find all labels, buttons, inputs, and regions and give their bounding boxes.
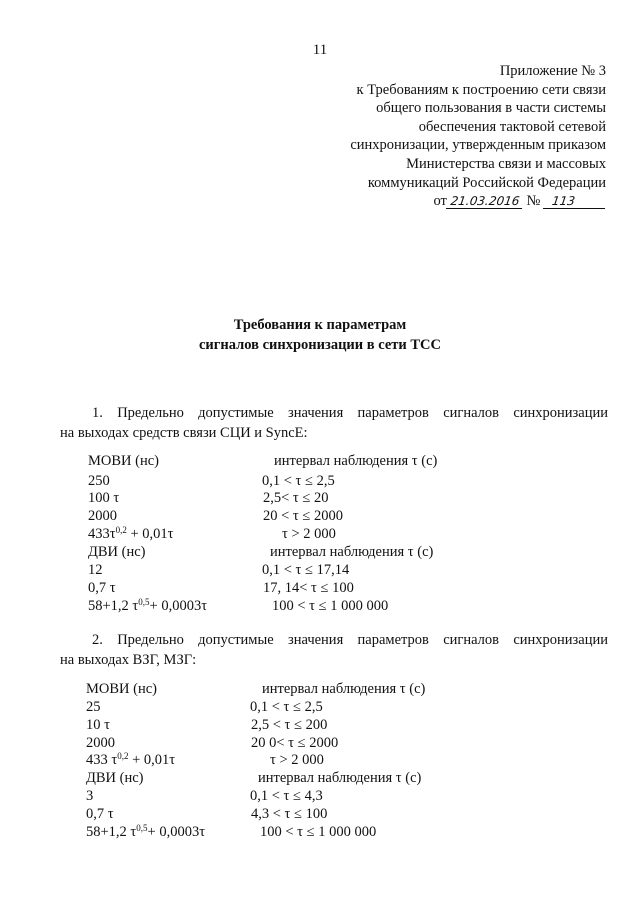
value-cell: 12 [88, 562, 103, 578]
date-prefix: от [433, 193, 447, 210]
value-tail: + 0,01τ [126, 526, 174, 542]
value-exponent: 0,5 [136, 823, 148, 833]
section1-intro-line1: 1. Предельно допустимые значения параметров сигналов синхронизации [92, 405, 608, 421]
value-cell: 0,7 τ [88, 580, 116, 596]
handwritten-order-number: 113 [543, 194, 607, 209]
interval-cell: 0,1 < τ ≤ 2,5 [262, 473, 335, 489]
interval-cell: 2,5< τ ≤ 20 [263, 490, 329, 506]
value-base: 433τ [88, 526, 116, 542]
interval-cell: τ > 2 000 [270, 752, 324, 768]
value-tail: + 0,01τ [128, 752, 176, 768]
value-cell: 2000 [88, 508, 117, 524]
value-cell: 25 [86, 699, 101, 715]
interval-cell: интервал наблюдения τ (с) [258, 770, 422, 786]
value-cell: 250 [88, 473, 110, 489]
interval-cell: τ > 2 000 [282, 526, 336, 542]
appendix-title: Приложение № 3 [499, 63, 606, 79]
value-base: 58+1,2 τ [88, 598, 139, 614]
page-number: 11 [312, 42, 328, 58]
interval-cell: интервал наблюдения τ (с) [274, 453, 438, 469]
value-cell: 3 [86, 788, 94, 804]
interval-cell: 20 < τ ≤ 2000 [263, 508, 343, 524]
value-cell: МОВИ (нс) [88, 453, 159, 469]
interval-cell: 2,5 < τ ≤ 200 [251, 717, 328, 733]
interval-cell: интервал наблюдения τ (с) [262, 681, 426, 697]
value-exponent: 0,2 [117, 751, 129, 761]
handwritten-date: 21.03.2016 [446, 194, 524, 209]
order-date-line [330, 192, 606, 211]
interval-cell: 20 0< τ ≤ 2000 [251, 735, 339, 751]
appendix-line: к Требованиям к построению сети связи [356, 81, 606, 98]
appendix-line: синхронизации, утвержденным приказом [350, 137, 606, 154]
section2-intro-line1: 2. Предельно допустимые значения параметров сигналов синхронизации [92, 632, 608, 648]
interval-cell: 4,3 < τ ≤ 100 [251, 806, 328, 822]
value-base: 433 τ [86, 752, 118, 768]
interval-cell: 0,1 < τ ≤ 2,5 [250, 699, 323, 715]
section2-intro-line2: на выходах ВЗГ, МЗГ: [60, 652, 197, 668]
value-cell [86, 823, 205, 841]
appendix-line: коммуникаций Российской Федерации [367, 174, 606, 191]
value-cell [88, 597, 207, 615]
appendix-line: обеспечения тактовой сетевой [418, 118, 606, 135]
appendix-line: общего пользования в части системы [376, 100, 606, 117]
interval-cell: интервал наблюдения τ (с) [270, 544, 434, 560]
section1-intro [60, 403, 608, 443]
value-cell: 2000 [86, 735, 115, 751]
value-cell: 10 τ [86, 717, 110, 733]
value-cell: ДВИ (нс) [86, 770, 144, 786]
heading-line-1: Требования к параметрам [233, 317, 407, 333]
value-exponent: 0,2 [115, 525, 127, 535]
appendix-header [330, 62, 606, 211]
value-cell: ДВИ (нс) [88, 544, 146, 560]
value-tail: + 0,0003τ [149, 598, 208, 614]
number-sign: № [526, 193, 541, 210]
value-base: 58+1,2 τ [86, 824, 137, 840]
section1-intro-line2: на выходах средств связи СЦИ и SyncE: [60, 425, 308, 441]
value-tail: + 0,0003τ [147, 824, 206, 840]
interval-cell: 100 < τ ≤ 1 000 000 [272, 598, 389, 614]
value-cell: 0,7 τ [86, 806, 114, 822]
appendix-line: Министерства связи и массовых [406, 155, 606, 172]
value-cell [86, 751, 175, 769]
interval-cell: 0,1 < τ ≤ 4,3 [250, 788, 323, 804]
value-cell [88, 525, 173, 543]
interval-cell: 17, 14< τ ≤ 100 [263, 580, 354, 596]
interval-cell: 0,1 < τ ≤ 17,14 [262, 562, 350, 578]
value-exponent: 0,5 [138, 597, 150, 607]
interval-cell: 100 < τ ≤ 1 000 000 [260, 824, 377, 840]
value-cell: МОВИ (нс) [86, 681, 157, 697]
heading-line-2: сигналов синхронизации в сети ТСС [199, 337, 441, 353]
section2-intro [60, 630, 608, 670]
value-cell: 100 τ [88, 490, 120, 506]
